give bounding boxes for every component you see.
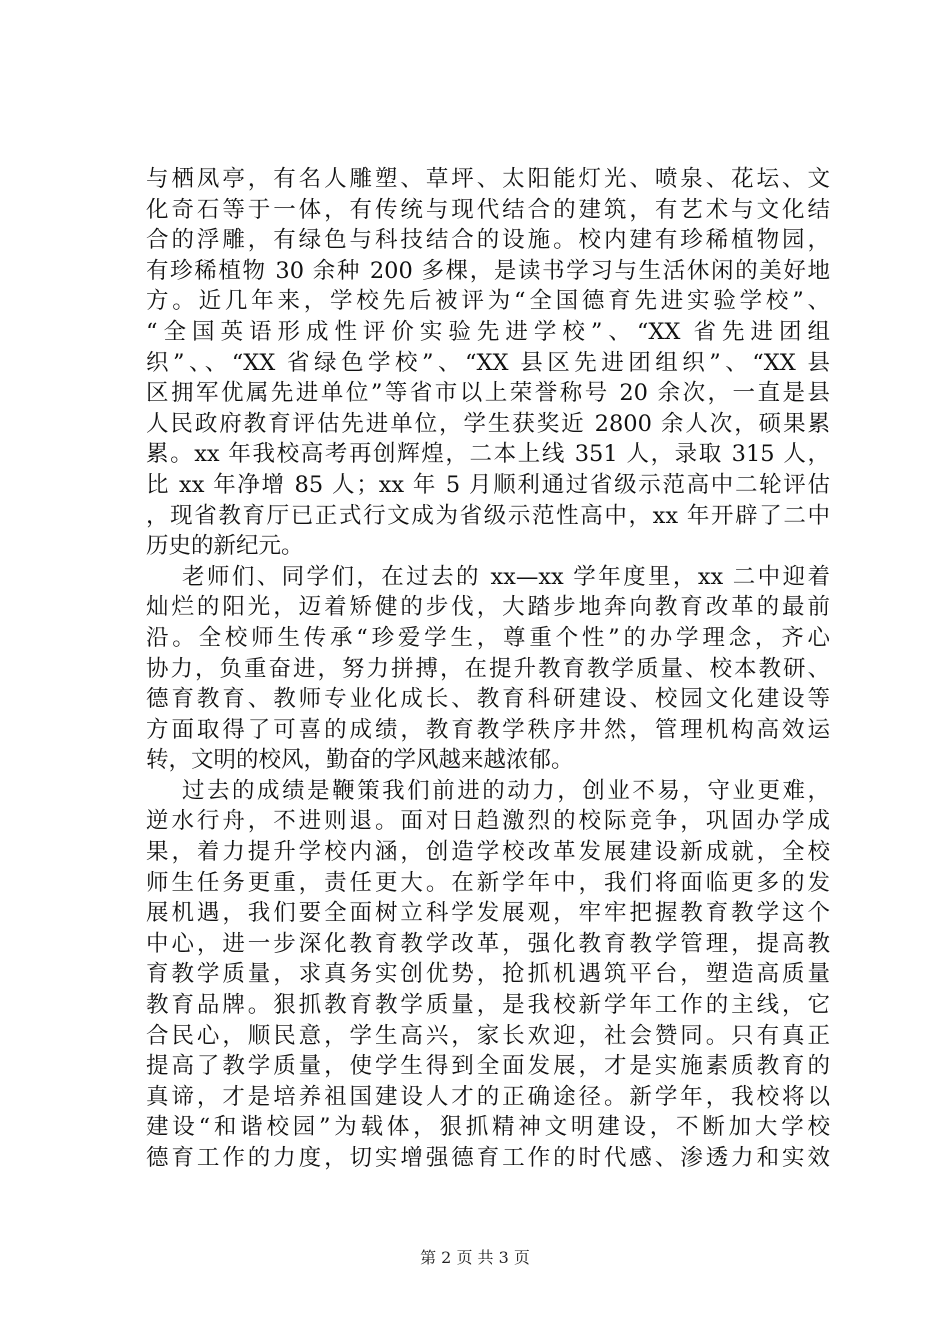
- text-line: 建设“和谐校园”为载体，狠抓精神文明建设，不断加大学校: [146, 1114, 830, 1141]
- text-line: 提高了教学质量，使学生得到全面发展，才是实施素质教育的: [146, 1053, 830, 1080]
- document-body: [146, 164, 830, 1174]
- text-line: 转，文明的校风，勤奋的学风越来越浓郁。: [146, 747, 574, 774]
- text-line: 化奇石等于一体，有传统与现代结合的建筑，有艺术与文化结: [146, 196, 830, 223]
- text-line: 织”、、“XX 省绿色学校”、“XX 县区先进团组织”、“XX 县: [146, 349, 830, 376]
- text-line: 老师们、同学们，在过去的 xx—xx 学年度里，xx 二中迎着: [182, 563, 830, 590]
- text-line: 师生任务更重，责任更大。在新学年中，我们将面临更多的发: [146, 869, 830, 896]
- text-line: 比 xx 年净增 85 人；xx 年 5 月顺利通过省级示范高中二轮评估: [146, 471, 830, 498]
- text-line: 方。近几年来，学校先后被评为“全国德育先进实验学校”、: [146, 288, 830, 315]
- text-line: 逆水行舟，不进则退。面对日趋激烈的校际竞争，巩固办学成: [146, 808, 830, 835]
- text-line: 区拥军优属先进单位”等省市以上荣誉称号 20 余次，一直是县: [146, 380, 830, 407]
- text-line: 有珍稀植物 30 余种 200 多棵，是读书学习与生活休闲的美好地: [146, 257, 830, 284]
- text-line: 教育品牌。狠抓教育教学质量，是我校新学年工作的主线，它: [146, 992, 830, 1019]
- text-line: 真谛，才是培养祖国建设人才的正确途径。新学年，我校将以: [146, 1083, 830, 1110]
- text-line: 累。xx 年我校高考再创辉煌，二本上线 351 人，录取 315 人，: [146, 441, 830, 468]
- text-line: 人民政府教育评估先进单位，学生获奖近 2800 余人次，硕果累: [146, 410, 830, 437]
- paragraph: [146, 562, 830, 776]
- text-line: 中心，进一步深化教育教学改革，强化教育教学管理，提高教: [146, 930, 830, 957]
- text-line: 历史的新纪元。: [146, 533, 304, 560]
- text-line: “全国英语形成性评价实验先进学校”、“XX 省先进团组: [146, 318, 830, 345]
- text-line: 与栖凤亭，有名人雕塑、草坪、太阳能灯光、喷泉、花坛、文: [146, 166, 830, 192]
- text-line: 育教学质量，求真务实创优势，抢抓机遇筑平台，塑造高质量: [146, 961, 830, 988]
- text-line: 合民心，顺民意，学生高兴，家长欢迎，社会赞同。只有真正: [146, 1022, 830, 1049]
- text-line: 展机遇，我们要全面树立科学发展观，牢牢把握教育教学这个: [146, 900, 830, 927]
- text-line: 过去的成绩是鞭策我们前进的动力，创业不易，守业更难，: [182, 777, 830, 804]
- text-line: 德育教育、教师专业化成长、教育科研建设、校园文化建设等: [146, 686, 830, 713]
- text-line: ，现省教育厅已正式行文成为省级示范性高中，xx 年开辟了二中: [146, 502, 830, 529]
- text-line: 果，着力提升学校内涵，创造学校改革发展建设新成就，全校: [146, 839, 830, 866]
- text-line: 沿。全校师生传承“珍爱学生，尊重个性”的办学理念，齐心: [146, 624, 830, 651]
- text-line: 方面取得了可喜的成绩，教育教学秩序井然，管理机构高效运: [146, 716, 830, 743]
- page-footer: 第 2 页 共 3 页: [420, 1248, 530, 1267]
- paragraph: [146, 776, 830, 1174]
- text-line: 合的浮雕，有绿色与科技结合的设施。校内建有珍稀植物园，: [146, 227, 830, 254]
- paragraph: [146, 164, 830, 562]
- text-line: 协力，负重奋进，努力拼搏，在提升教育教学质量、校本教研、: [146, 655, 830, 682]
- text-line: 德育工作的力度，切实增强德育工作的时代感、渗透力和实效: [146, 1145, 830, 1171]
- text-line: 灿烂的阳光，迈着矫健的步伐，大踏步地奔向教育改革的最前: [146, 594, 830, 621]
